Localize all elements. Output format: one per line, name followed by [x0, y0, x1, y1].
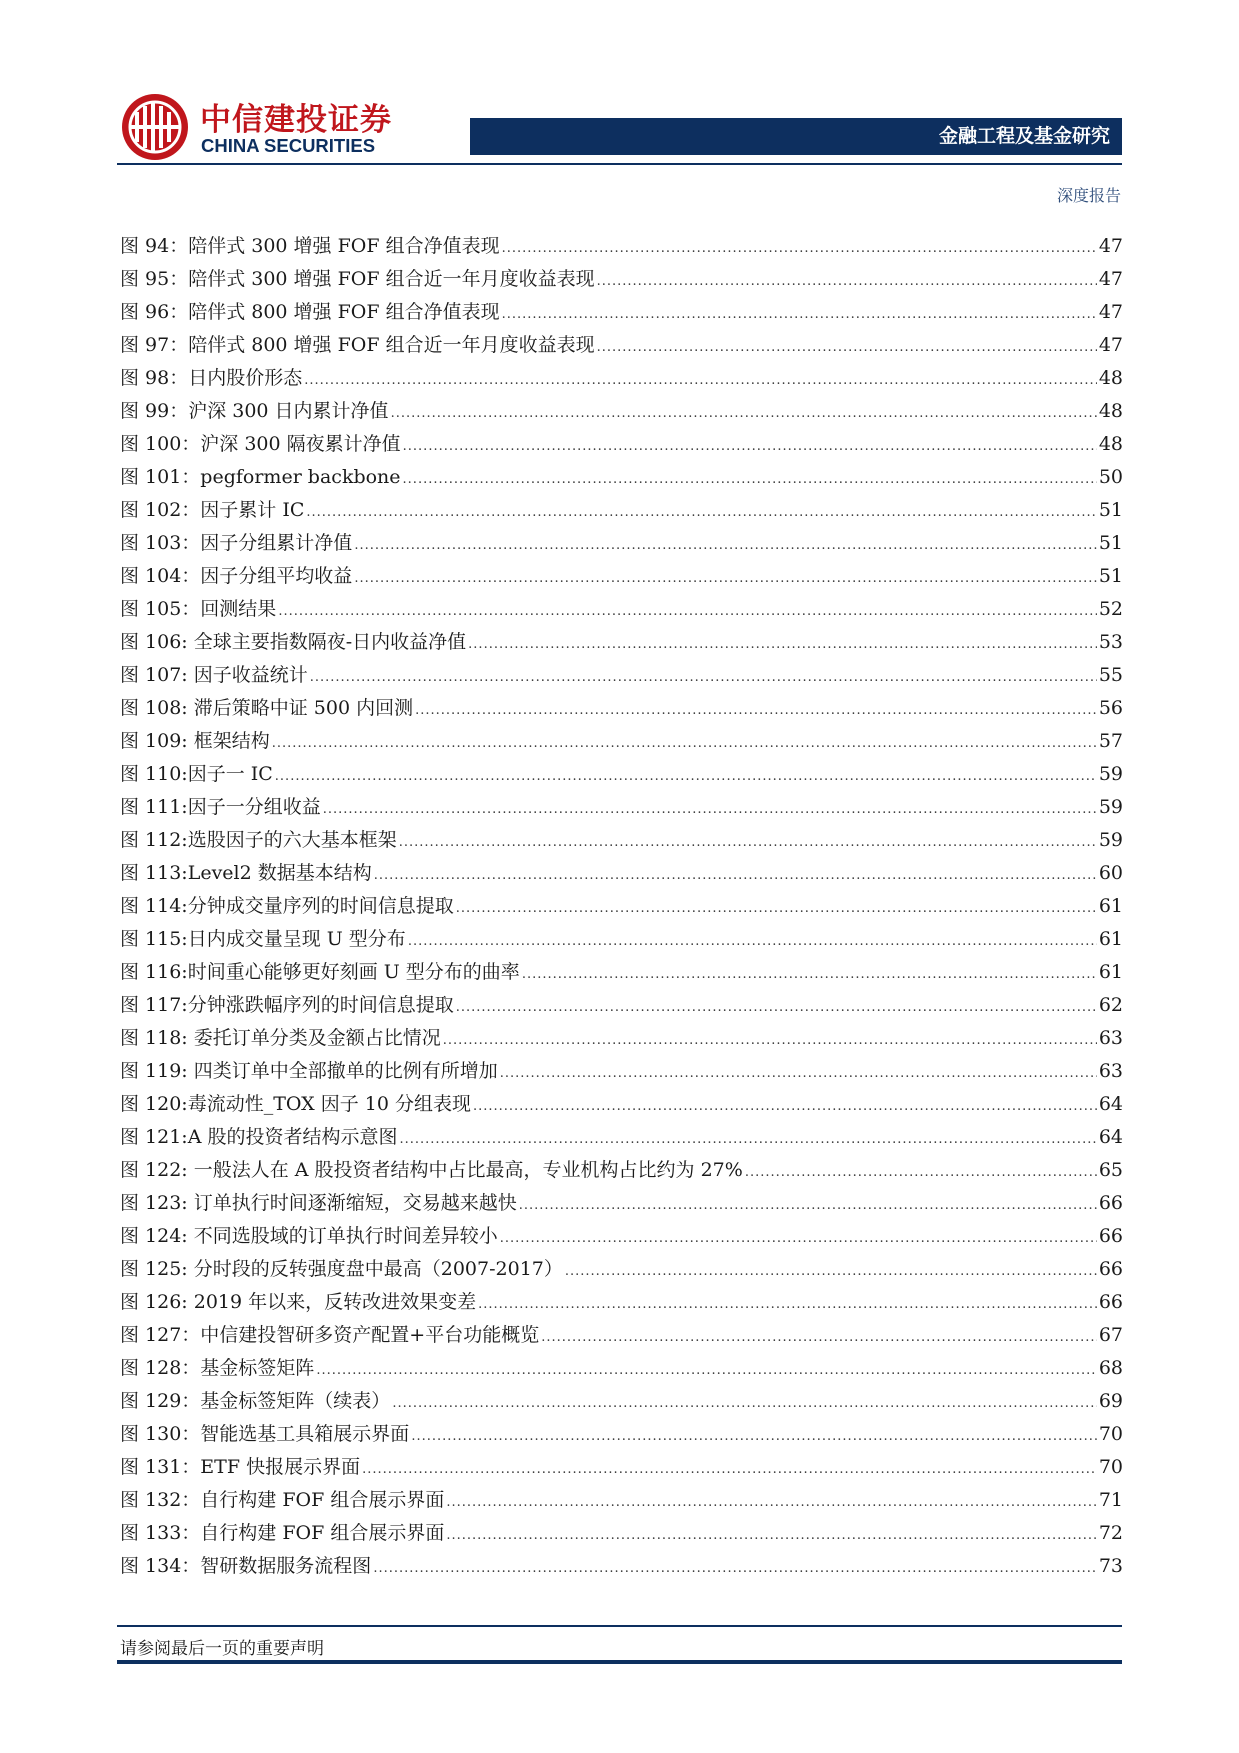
toc-entry[interactable]	[120, 1418, 1123, 1451]
toc-entry-label: 图 102：因子累计 IC	[120, 499, 305, 521]
toc-leader-dots	[403, 430, 1097, 463]
toc-entry-page: 66	[1098, 1291, 1123, 1313]
toc-leader-dots	[443, 1024, 1097, 1057]
toc-leader-dots	[468, 628, 1097, 661]
toc-entry[interactable]	[120, 230, 1123, 263]
toc-entry[interactable]	[120, 1220, 1123, 1253]
toc-entry[interactable]	[120, 494, 1123, 527]
toc-entry[interactable]	[120, 362, 1123, 395]
toc-entry[interactable]	[120, 1550, 1123, 1583]
toc-entry-page: 56	[1098, 697, 1123, 719]
toc-entry-page: 66	[1098, 1225, 1123, 1247]
toc-entry-page: 51	[1098, 532, 1123, 554]
toc-entry-page: 61	[1098, 895, 1123, 917]
toc-leader-dots	[304, 364, 1097, 397]
toc-entry-page: 61	[1098, 961, 1123, 983]
toc-entry-label: 图 130：智能选基工具箱展示界面	[120, 1423, 410, 1445]
toc-leader-dots	[500, 1222, 1097, 1255]
toc-entry-page: 48	[1098, 367, 1123, 389]
toc-entry-label: 图 103：因子分组累计净值	[120, 532, 353, 554]
toc-leader-dots	[456, 991, 1097, 1024]
toc-entry-label: 图 98：日内股价形态	[120, 367, 303, 389]
toc-leader-dots	[522, 958, 1097, 991]
toc-entry[interactable]	[120, 758, 1123, 791]
toc-entry[interactable]	[120, 1022, 1123, 1055]
toc-leader-dots	[565, 1255, 1097, 1288]
toc-leader-dots	[354, 529, 1097, 562]
toc-entry-label: 图 94：陪伴式 300 增强 FOF 组合净值表现	[120, 235, 500, 257]
brand-name-en: CHINA SECURITIES	[201, 135, 376, 156]
toc-leader-dots	[374, 859, 1097, 892]
toc-entry-label: 图 107: 因子收益统计	[120, 664, 308, 686]
toc-entry-page: 66	[1098, 1258, 1123, 1280]
toc-entry[interactable]	[120, 1187, 1123, 1220]
toc-entry[interactable]	[120, 263, 1123, 296]
toc-entry-page: 47	[1098, 334, 1123, 356]
toc-entry-page: 48	[1098, 400, 1123, 422]
toc-entry-label: 图 110:因子一 IC	[120, 763, 273, 785]
toc-entry-page: 65	[1098, 1159, 1123, 1181]
toc-entry[interactable]	[120, 1154, 1123, 1187]
toc-entry-page: 61	[1098, 928, 1123, 950]
toc-entry-page: 64	[1098, 1126, 1123, 1148]
toc-leader-dots	[392, 1387, 1097, 1420]
toc-entry-label: 图 95：陪伴式 300 增强 FOF 组合近一年月度收益表现	[120, 268, 595, 290]
toc-entry-label: 图 99：沪深 300 日内累计净值	[120, 400, 389, 422]
toc-entry-label: 图 106: 全球主要指数隔夜-日内收益净值	[120, 631, 467, 653]
toc-entry[interactable]	[120, 1088, 1123, 1121]
toc-entry-label: 图 119: 四类订单中全部撤单的比例有所增加	[120, 1060, 498, 1082]
toc-entry-page: 57	[1098, 730, 1123, 752]
toc-entry-label: 图 96：陪伴式 800 增强 FOF 组合净值表现	[120, 301, 500, 323]
toc-leader-dots	[403, 463, 1097, 496]
section-title-bar	[470, 118, 1122, 155]
toc-leader-dots	[411, 1420, 1097, 1453]
toc-entry-label: 图 123: 订单执行时间逐渐缩短，交易越来越快	[120, 1192, 517, 1214]
toc-entry[interactable]	[120, 659, 1123, 692]
toc-leader-dots	[745, 1156, 1097, 1189]
toc-entry[interactable]	[120, 461, 1123, 494]
toc-entry-page: 62	[1098, 994, 1123, 1016]
toc-entry[interactable]	[120, 1286, 1123, 1319]
toc-entry-label: 图 122: 一般法人在 A 股投资者结构中占比最高，专业机构占比约为 27%	[120, 1159, 743, 1181]
toc-leader-dots	[408, 925, 1097, 958]
toc-leader-dots	[354, 562, 1097, 595]
footer-divider-top	[117, 1625, 1122, 1627]
toc-leader-dots	[310, 661, 1097, 694]
toc-entry-label: 图 118: 委托订单分类及金额占比情况	[120, 1027, 441, 1049]
toc-entry-page: 70	[1098, 1423, 1123, 1445]
toc-entry-label: 图 111:因子一分组收益	[120, 796, 321, 818]
toc-entry-label: 图 124: 不同选股域的订单执行时间差异较小	[120, 1225, 498, 1247]
toc-entry-label: 图 129：基金标签矩阵（续表）	[120, 1390, 391, 1412]
toc-entry[interactable]	[120, 692, 1123, 725]
toc-leader-dots	[502, 232, 1097, 265]
brand-name-cn: 中信建投证券	[200, 102, 392, 138]
toc-entry-label: 图 109: 框架结构	[120, 730, 270, 752]
page-header	[0, 0, 1239, 205]
toc-entry[interactable]	[120, 296, 1123, 329]
toc-entry[interactable]	[120, 824, 1123, 857]
toc-entry[interactable]	[120, 1253, 1123, 1286]
footer-divider-bottom	[117, 1660, 1122, 1664]
toc-leader-dots	[399, 826, 1097, 859]
toc-leader-dots	[306, 496, 1096, 529]
toc-entry-page: 51	[1098, 499, 1123, 521]
toc-entry-label: 图 97：陪伴式 800 增强 FOF 组合近一年月度收益表现	[120, 334, 595, 356]
toc-entry-label: 图 134：智研数据服务流程图	[120, 1555, 372, 1577]
toc-entry-label: 图 116:时间重心能够更好刻画 U 型分布的曲率	[120, 961, 520, 983]
toc-entry[interactable]	[120, 1451, 1123, 1484]
toc-leader-dots	[597, 265, 1097, 298]
toc-entry[interactable]	[120, 1517, 1123, 1550]
toc-leader-dots	[456, 892, 1097, 925]
toc-entry-page: 71	[1098, 1489, 1123, 1511]
toc-leader-dots	[272, 727, 1097, 760]
toc-leader-dots	[473, 1090, 1097, 1123]
toc-entry[interactable]	[120, 1055, 1123, 1088]
toc-leader-dots	[415, 694, 1097, 727]
toc-entry[interactable]	[120, 989, 1123, 1022]
toc-entry-label: 图 113:Level2 数据基本结构	[120, 862, 372, 884]
toc-entry[interactable]	[120, 1352, 1123, 1385]
toc-entry-page: 72	[1098, 1522, 1123, 1544]
toc-entry-page: 48	[1098, 433, 1123, 455]
toc-entry-page: 63	[1098, 1060, 1123, 1082]
toc-entry[interactable]	[120, 857, 1123, 890]
china-securities-logo-icon	[120, 92, 190, 162]
table-of-figures	[120, 230, 1123, 1583]
toc-leader-dots	[597, 331, 1097, 364]
toc-entry-label: 图 120:毒流动性_TOX 因子 10 分组表现	[120, 1093, 471, 1115]
toc-entry-page: 59	[1098, 796, 1123, 818]
toc-entry-label: 图 108: 滞后策略中证 500 内回测	[120, 697, 414, 719]
toc-entry-label: 图 128：基金标签矩阵	[120, 1357, 315, 1379]
toc-entry-label: 图 105：回测结果	[120, 598, 277, 620]
toc-leader-dots	[446, 1519, 1096, 1552]
toc-entry[interactable]	[120, 593, 1123, 626]
toc-entry[interactable]	[120, 1121, 1123, 1154]
toc-entry-page: 47	[1098, 301, 1123, 323]
toc-entry-page: 69	[1098, 1390, 1123, 1412]
toc-entry-label: 图 115:日内成交量呈现 U 型分布	[120, 928, 406, 950]
toc-leader-dots	[362, 1453, 1097, 1486]
toc-entry-page: 53	[1098, 631, 1123, 653]
toc-entry-page: 60	[1098, 862, 1123, 884]
toc-entry-label: 图 133：自行构建 FOF 组合展示界面	[120, 1522, 445, 1544]
toc-entry[interactable]	[120, 890, 1123, 923]
toc-entry[interactable]	[120, 791, 1123, 824]
toc-entry-label: 图 121:A 股的投资者结构示意图	[120, 1126, 398, 1148]
toc-entry[interactable]	[120, 956, 1123, 989]
toc-entry-label: 图 104：因子分组平均收益	[120, 565, 353, 587]
toc-entry[interactable]	[120, 1385, 1123, 1418]
toc-entry[interactable]	[120, 395, 1123, 428]
toc-entry-page: 55	[1098, 664, 1123, 686]
toc-entry-page: 68	[1098, 1357, 1123, 1379]
toc-leader-dots	[446, 1486, 1096, 1519]
toc-leader-dots	[541, 1321, 1097, 1354]
toc-entry[interactable]	[120, 923, 1123, 956]
toc-entry-label: 图 125: 分时段的反转强度盘中最高（2007-2017）	[120, 1258, 563, 1280]
toc-entry-label: 图 117:分钟涨跌幅序列的时间信息提取	[120, 994, 454, 1016]
section-title: 金融工程及基金研究	[938, 125, 1110, 147]
toc-entry[interactable]	[120, 428, 1123, 461]
toc-entry-page: 70	[1098, 1456, 1123, 1478]
toc-entry-page: 50	[1098, 466, 1123, 488]
toc-leader-dots	[500, 1057, 1097, 1090]
toc-entry-page: 47	[1098, 268, 1123, 290]
toc-entry[interactable]	[120, 1484, 1123, 1517]
toc-leader-dots	[519, 1189, 1097, 1222]
toc-entry[interactable]	[120, 626, 1123, 659]
toc-entry-page: 67	[1098, 1324, 1123, 1346]
toc-entry-label: 图 132：自行构建 FOF 组合展示界面	[120, 1489, 445, 1511]
toc-leader-dots	[373, 1552, 1097, 1585]
footer-disclaimer: 请参阅最后一页的重要声明	[120, 1639, 324, 1659]
toc-leader-dots	[275, 760, 1097, 793]
toc-entry[interactable]	[120, 1319, 1123, 1352]
toc-entry[interactable]	[120, 560, 1123, 593]
toc-leader-dots	[316, 1354, 1097, 1387]
toc-entry[interactable]	[120, 725, 1123, 758]
toc-entry-page: 59	[1098, 829, 1123, 851]
toc-entry-label: 图 127：中信建投智研多资产配置+平台功能概览	[120, 1324, 540, 1346]
toc-entry-label: 图 114:分钟成交量序列的时间信息提取	[120, 895, 454, 917]
report-type-label: 深度报告	[1056, 186, 1121, 205]
toc-leader-dots	[391, 397, 1097, 430]
toc-leader-dots	[399, 1123, 1096, 1156]
toc-leader-dots	[323, 793, 1097, 826]
toc-entry-label: 图 131：ETF 快报展示界面	[120, 1456, 361, 1478]
toc-entry-label: 图 100：沪深 300 隔夜累计净值	[120, 433, 401, 455]
toc-entry-page: 52	[1098, 598, 1123, 620]
toc-entry-page: 73	[1098, 1555, 1123, 1577]
toc-leader-dots	[478, 1288, 1097, 1321]
toc-entry-label: 图 112:选股因子的六大基本框架	[120, 829, 397, 851]
toc-entry-page: 59	[1098, 763, 1123, 785]
toc-entry[interactable]	[120, 527, 1123, 560]
toc-entry-page: 47	[1098, 235, 1123, 257]
toc-entry[interactable]	[120, 329, 1123, 362]
header-divider	[117, 163, 1122, 165]
toc-entry-label: 图 126: 2019 年以来，反转改进效果变差	[120, 1291, 477, 1313]
toc-leader-dots	[278, 595, 1097, 628]
toc-leader-dots	[502, 298, 1097, 331]
toc-entry-page: 66	[1098, 1192, 1123, 1214]
toc-entry-page: 63	[1098, 1027, 1123, 1049]
toc-entry-page: 64	[1098, 1093, 1123, 1115]
toc-entry-label: 图 101：pegformer backbone	[120, 466, 401, 488]
toc-entry-page: 51	[1098, 565, 1123, 587]
